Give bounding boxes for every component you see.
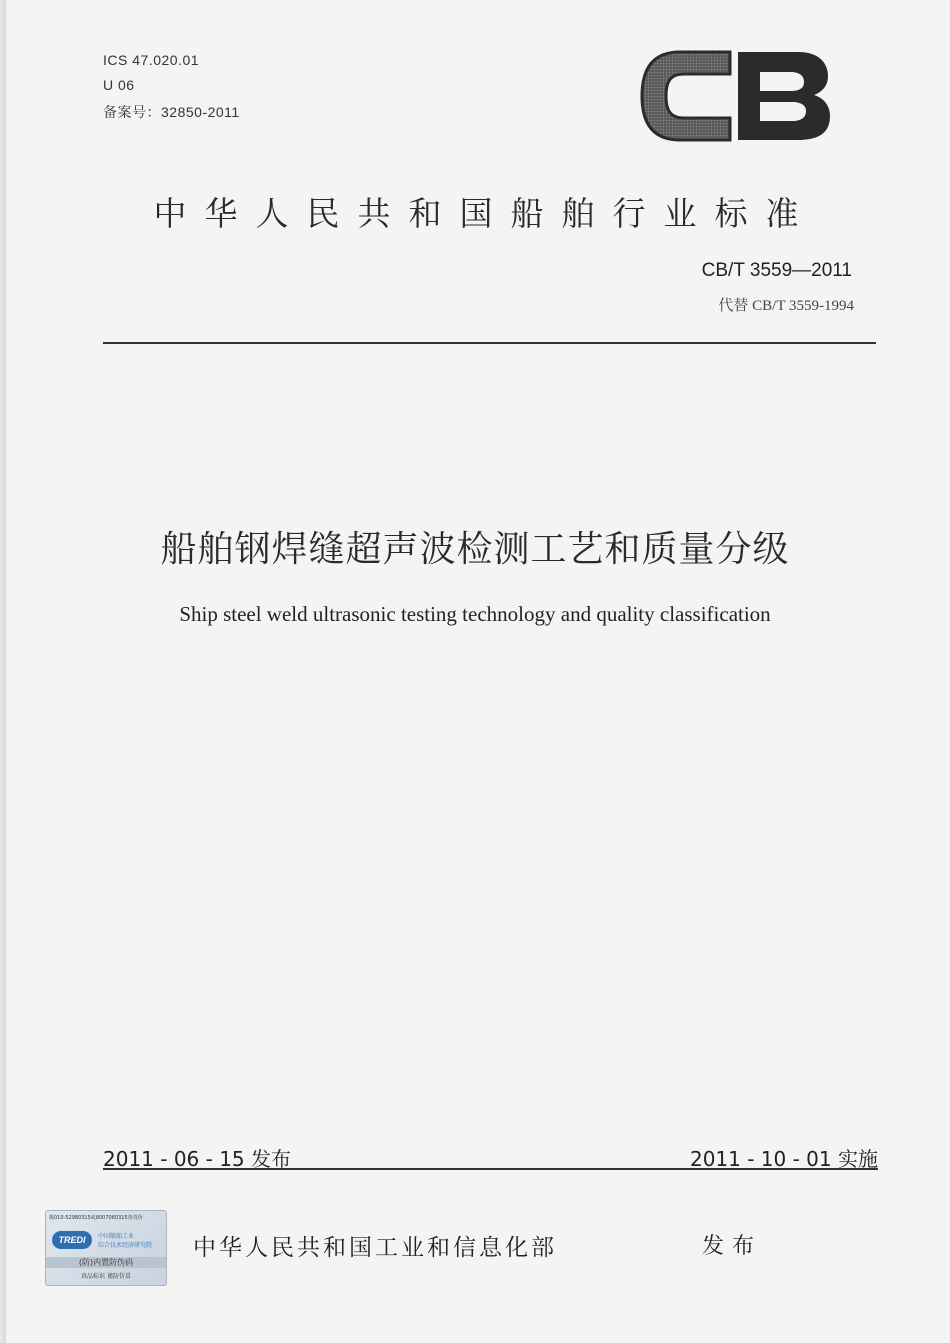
anti-counterfeit-sticker xyxy=(45,1210,167,1286)
sticker-brand-badge xyxy=(52,1231,92,1249)
cb-logo-c-shape xyxy=(642,52,730,140)
filing-number: 备案号：32850-2011 xyxy=(103,104,240,120)
sticker-org-line1: 中国船舶工业 xyxy=(98,1233,135,1240)
sticker-brand: TREDI xyxy=(58,1235,86,1245)
document-title-chinese: 船舶钢焊缝超声波检测工艺和质量分级 xyxy=(160,529,790,570)
implementation-date: 2011 - 10 - 01 实施 xyxy=(689,1147,878,1171)
ics-code: ICS 47.020.01 xyxy=(103,52,200,68)
ccs-code: U 06 xyxy=(103,77,135,93)
issue-date: 2011 - 06 - 15 发布 xyxy=(103,1147,292,1171)
cb-logo xyxy=(638,44,834,148)
publish-label: 发布 xyxy=(702,1234,763,1259)
sticker-slogan: 真品标识 谨防仿冒 xyxy=(81,1273,131,1280)
sticker-org-line2: 综合技术经济研究院 xyxy=(98,1242,153,1249)
header-divider xyxy=(103,342,876,344)
standard-code: CB/T 3559—2011 xyxy=(701,260,852,281)
document-title-english: Ship steel weld ultrasonic testing technology and quality classification xyxy=(179,602,771,626)
sticker-label: (防)内置防伪码 xyxy=(46,1257,166,1268)
publisher-name: 中华人民共和国工业和信息化部 xyxy=(193,1235,557,1261)
replaces-standard: 代替 CB/T 3559-1994 xyxy=(718,298,854,314)
footer-divider xyxy=(103,1168,878,1170)
industry-standard-title: 中华人民共和国船舶行业标准 xyxy=(153,194,817,233)
sticker-phone-line: 拨010-52980315或8007060315查真伪 xyxy=(49,1215,143,1221)
